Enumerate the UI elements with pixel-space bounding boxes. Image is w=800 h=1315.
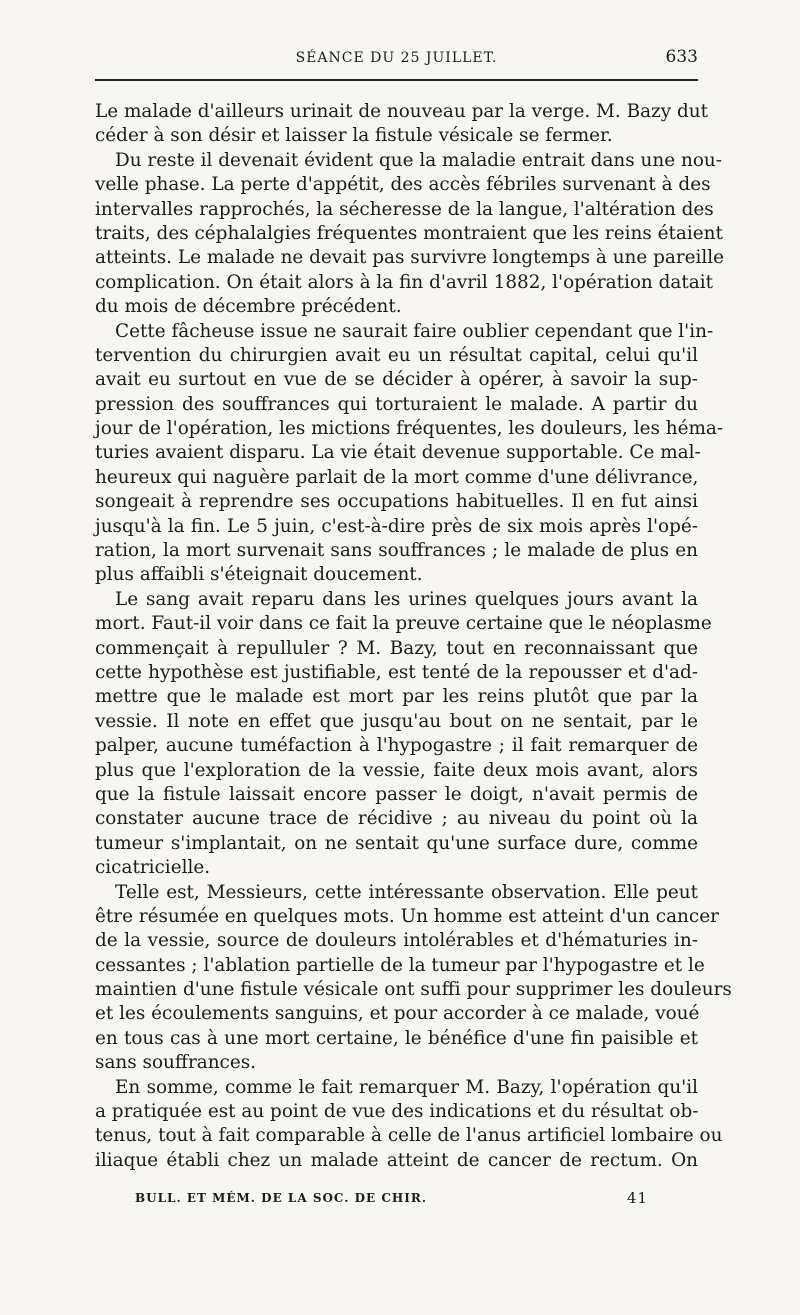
text-line: vessie. Il note en effet que jusqu'au bout on ne sentait, par le <box>95 710 698 732</box>
text-line: plus que l'exploration de la vessie, faite deux mois avant, alors <box>95 759 698 781</box>
text-line: mettre que le malade est mort par les reins plutôt que par la <box>95 686 698 708</box>
text-line: Telle est, Messieurs, cette intéressante observation. Elle peut <box>115 881 698 903</box>
text-line: et les écoulements sanguins, et pour accorder à ce malade, voué <box>95 1003 700 1025</box>
text-line: Le malade d'ailleurs urinait de nouveau par la verge. M. Bazy dut <box>95 101 708 122</box>
text-line: songeait à reprendre ses occupations habituelles. Il en fut ainsi <box>95 491 698 513</box>
text-line: pression des souffrances qui torturaient le malade. A partir du <box>95 393 698 415</box>
header-rule <box>95 79 698 81</box>
page <box>95 44 732 1207</box>
text-line: tenus, tout à fait comparable à celle de l'anus artificiel lombaire ou <box>95 1125 723 1147</box>
text-line: cessantes ; l'ablation partielle de la tumeur par l'hypogastre et le <box>95 954 705 976</box>
page-header <box>95 44 698 74</box>
text-line: plus affaibli s'éteignait doucement. <box>95 564 423 586</box>
text-line: cette hypothèse est justifiable, est tenté de la repousser et d'ad- <box>95 661 698 683</box>
text-line: être résumée en quelques mots. Un homme est atteint d'un cancer <box>95 905 719 927</box>
footer-journal-title: BULL. ET MÉM. DE LA SOC. DE CHIR. <box>135 1191 428 1205</box>
text-line: jusqu'à la fin. Le 5 juin, c'est-à-dire près de six mois après l'opé- <box>95 515 698 537</box>
text-line: de la vessie, source de douleurs intolérables et d'hématuries in- <box>95 930 698 952</box>
text-line: en tous cas à une mort certaine, le bénéfice d'une fin paisible et <box>95 1027 698 1049</box>
text-line: iliaque établi chez un malade atteint de cancer de rectum. On <box>95 1149 698 1171</box>
text-line: Le sang avait reparu dans les urines quelques jours avant la <box>115 588 698 610</box>
text-line: commençait à repulluler ? M. Bazy, tout en reconnaissant que <box>95 637 698 659</box>
text-line: du mois de décembre précédent. <box>95 296 402 318</box>
text-line: palper, aucune tuméfaction à l'hypogastre ; il fait remarquer de <box>95 735 698 757</box>
text-line: Du reste il devenait évident que la maladie entrait dans une nou- <box>115 149 722 171</box>
text-line: avait eu surtout en vue de se décider à opérer, à savoir la sup- <box>95 369 698 391</box>
text-line: constater aucune trace de récidive ; au niveau du point où la <box>95 808 698 830</box>
page-footer <box>135 1189 658 1211</box>
footer-signature-mark: 41 <box>626 1189 648 1207</box>
text-line: velle phase. La perte d'appétit, des accès fébriles survenant à des <box>95 174 711 196</box>
text-line: turies avaient disparu. La vie était devenue supportable. Ce mal- <box>95 442 701 464</box>
text-line: intervalles rapprochés, la sécheresse de la langue, l'altération des <box>95 198 714 220</box>
running-head: SÉANCE DU 25 JUILLET. <box>295 50 498 66</box>
page-number: 633 <box>665 47 698 67</box>
text-line: complication. On était alors à la fin d'avril 1882, l'opération datait <box>95 271 713 293</box>
text-line: céder à son désir et laisser la fistule vésicale se fermer. <box>95 125 613 147</box>
text-line: tervention du chirurgien avait eu un résultat capital, celui qu'il <box>95 344 698 366</box>
text-line: heureux qui naguère parlait de la mort comme d'une délivrance, <box>95 466 699 488</box>
text-line: cicatricielle. <box>95 857 211 879</box>
text-line: a pratiquée est au point de vue des indications et du résultat ob- <box>95 1101 699 1123</box>
text-line: tumeur s'implantait, on ne sentait qu'une surface dure, comme <box>95 832 698 854</box>
text-line: mort. Faut-il voir dans ce fait la preuve certaine que le néoplasme <box>95 613 712 635</box>
text-line: que la fistule laissait encore passer le doigt, n'avait permis de <box>95 783 698 805</box>
text-line: traits, des céphalalgies fréquentes montraient que les reins étaient <box>95 222 723 244</box>
text-line: jour de l'opération, les mictions fréquentes, les douleurs, les héma- <box>95 418 724 440</box>
text-line: ration, la mort survenait sans souffrances ; le malade de plus en <box>95 540 698 562</box>
text-line: En somme, comme le fait remarquer M. Bazy, l'opération qu'il <box>115 1076 698 1098</box>
body-text <box>95 100 732 1173</box>
text-line: maintien d'une fistule vésicale ont suffi pour supprimer les douleurs <box>95 979 732 1001</box>
text-line: Cette fâcheuse issue ne saurait faire oublier cependant que l'in- <box>115 320 714 342</box>
text-line: sans souffrances. <box>95 1052 257 1074</box>
text-line: atteints. Le malade ne devait pas survivre longtemps à une pareille <box>95 247 725 269</box>
